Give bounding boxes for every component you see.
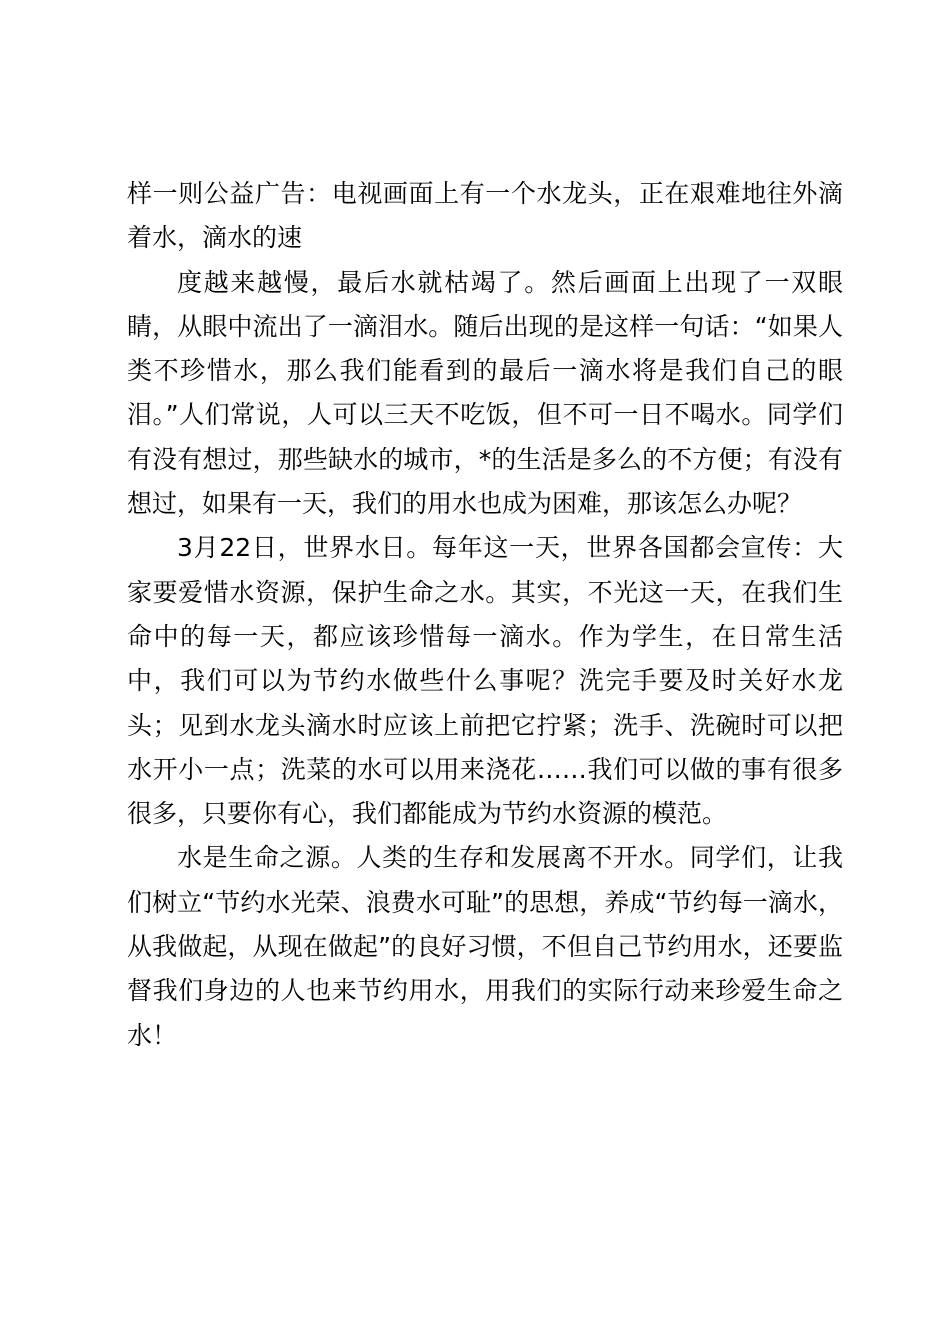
document-page: [127, 172, 843, 1058]
paragraph-3: 3月22日，世界水日。每年这一天，世界各国都会宣传：大家要爱惜水资源，保护生命之水。其实，不光这一天，在我们生命中的每一天，都应该珍惜每一滴水。作为学生，在日常生活中，我们可以为节约水做些什么事呢？洗完手要及时关好水龙头；见到水龙头滴水时应该上前把它拧紧；洗手、洗碗时可以把水开小一点；洗菜的水可以用来浇花……我们可以做的事有很多很多，只要你有心，我们都能成为节约水资源的模范。: [127, 533, 843, 829]
paragraph-2: 度越来越慢，最后水就枯竭了。然后画面上出现了一双眼睛，从眼中流出了一滴泪水。随后出现的是这样一句话：“如果人类不珍惜水，那么我们能看到的最后一滴水将是我们自己的眼泪。”人们常说，人可以三天不吃饭，但不可一日不喝水。同学们有没有想过，那些缺水的城市，*的生活是多么的不方便；有没有想过，如果有一天，我们的用水也成为困难，那该怎么办呢？: [127, 267, 843, 519]
paragraph-1: 样一则公益广告：电视画面上有一个水龙头，正在艰难地往外滴着水，滴水的速: [127, 179, 843, 253]
paragraph-4: 水是生命之源。人类的生存和发展离不开水。同学们，让我们树立“节约水光荣、浪费水可耻”的思想，养成“节约每一滴水，从我做起，从现在做起”的良好习惯，不但自己节约用水，还要监督我们身边的人也来节约用水，用我们的实际行动来珍爱生命之水！: [127, 843, 843, 1050]
